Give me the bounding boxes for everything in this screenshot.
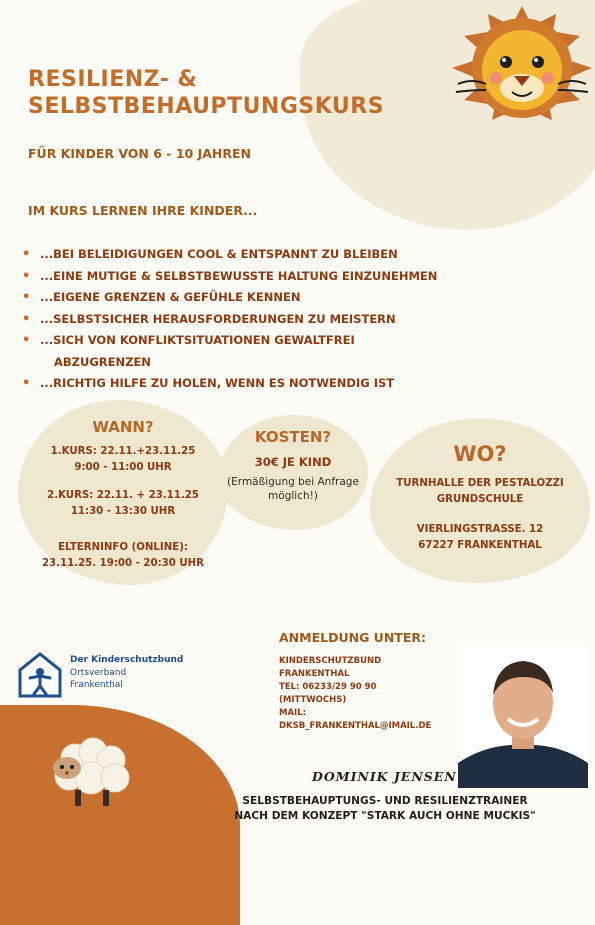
wann-heading: WANN? <box>92 418 154 436</box>
list-item: • ...EIGENE GRENZEN & GEFÜHLE KENNEN <box>36 287 556 309</box>
list-item-continuation: ABZUGRENZEN <box>54 354 151 369</box>
org-line-2: FRANKENTHAL <box>279 669 350 679</box>
logo-line-1: Der Kinderschutzbund <box>70 655 184 665</box>
trainer-photo <box>458 645 588 788</box>
list-item: • ...RICHTIG HILFE ZU HOLEN, WENN ES NOTWENDIG IST <box>36 373 556 395</box>
kinderschutzbund-logo-icon <box>18 652 62 698</box>
kurs1-time: 9:00 - 11:00 UHR <box>74 461 172 473</box>
elterninfo-time: 23.11.25. 19:00 - 20:30 UHR <box>41 557 205 569</box>
organization-logo-text <box>70 654 183 692</box>
kurs1-dates: 1.KURS: 22.11.+23.11.25 <box>50 446 196 457</box>
sheep-illustration <box>45 732 135 812</box>
price-note: (Ermäßigung bei Anfrage möglich!) <box>227 476 359 502</box>
lion-illustration <box>452 6 592 126</box>
anmeldung-heading: ANMELDUNG UNTER: <box>279 630 426 645</box>
kurs2-dates: 2.KURS: 22.11. + 23.11.25 <box>47 490 199 501</box>
trainer-role <box>190 794 580 824</box>
page-title <box>28 66 448 120</box>
wann-kurs2 <box>18 488 228 519</box>
city: 67227 FRANKENTHAL <box>418 539 542 551</box>
wann-elterninfo <box>18 540 228 571</box>
age-subtitle: FÜR KINDER VON 6 - 10 JAHREN <box>28 146 251 161</box>
place-line-2: GRUNDSCHULE <box>436 493 524 505</box>
list-item: • ...BEI BELEIDIGUNGEN COOL & ENTSPANNT ZU BLEIBEN <box>36 244 556 266</box>
lead-text: IM KURS LERNEN IHRE KINDER... <box>28 203 258 218</box>
logo-line-2: Ortsverband <box>70 667 127 678</box>
contact-block <box>279 655 469 733</box>
list-item: • ...EINE MUTIGE & SELBSTBEWUSSTE HALTUNG EINZUNEHMEN <box>36 266 556 288</box>
wo-address <box>370 522 590 553</box>
role-line-2: NACH DEM KONZEPT "STARK AUCH OHNE MUCKIS" <box>234 810 536 822</box>
wo-heading: WO? <box>453 442 507 466</box>
kosten-heading: KOSTEN? <box>254 428 332 446</box>
mail-address: DKSB_FRANKENTHAL@IMAIL.DE <box>279 721 432 731</box>
list-item: • ...SELBSTSICHER HERAUSFORDERUNGEN ZU MEISTERN <box>36 309 556 331</box>
mail-label: MAIL: <box>279 708 307 718</box>
price: 30€ JE KIND <box>254 455 332 469</box>
org-line-1: KINDERSCHUTZBUND <box>279 656 382 666</box>
trainer-name: DOMINIK JENSEN <box>312 769 457 784</box>
phone: TEL: 06233/29 90 90 <box>279 682 377 692</box>
phone-note: (MITTWOCHS) <box>279 695 347 705</box>
wo-place <box>370 476 590 507</box>
kurs2-time: 11:30 - 13:30 UHR <box>70 505 176 517</box>
title-line-1: RESILIENZ- & <box>28 67 198 92</box>
wann-kurs1 <box>18 444 228 475</box>
role-line-1: SELBSTBEHAUPTUNGS- UND RESILIENZTRAINER <box>242 795 528 807</box>
street: VIERLINGSTRASSE. 12 <box>416 524 544 535</box>
place-line-1: TURNHALLE DER PESTALOZZI <box>396 478 564 489</box>
title-line-2: SELBSTBEHAUPTUNGSKURS <box>28 94 385 119</box>
list-item: • ...SICH VON KONFLIKTSITUATIONEN GEWALTFREI <box>36 330 556 352</box>
learning-goals-list <box>18 244 556 395</box>
logo-line-3: Frankenthal <box>70 680 123 690</box>
elterninfo-label: ELTERNINFO (ONLINE): <box>58 542 188 553</box>
